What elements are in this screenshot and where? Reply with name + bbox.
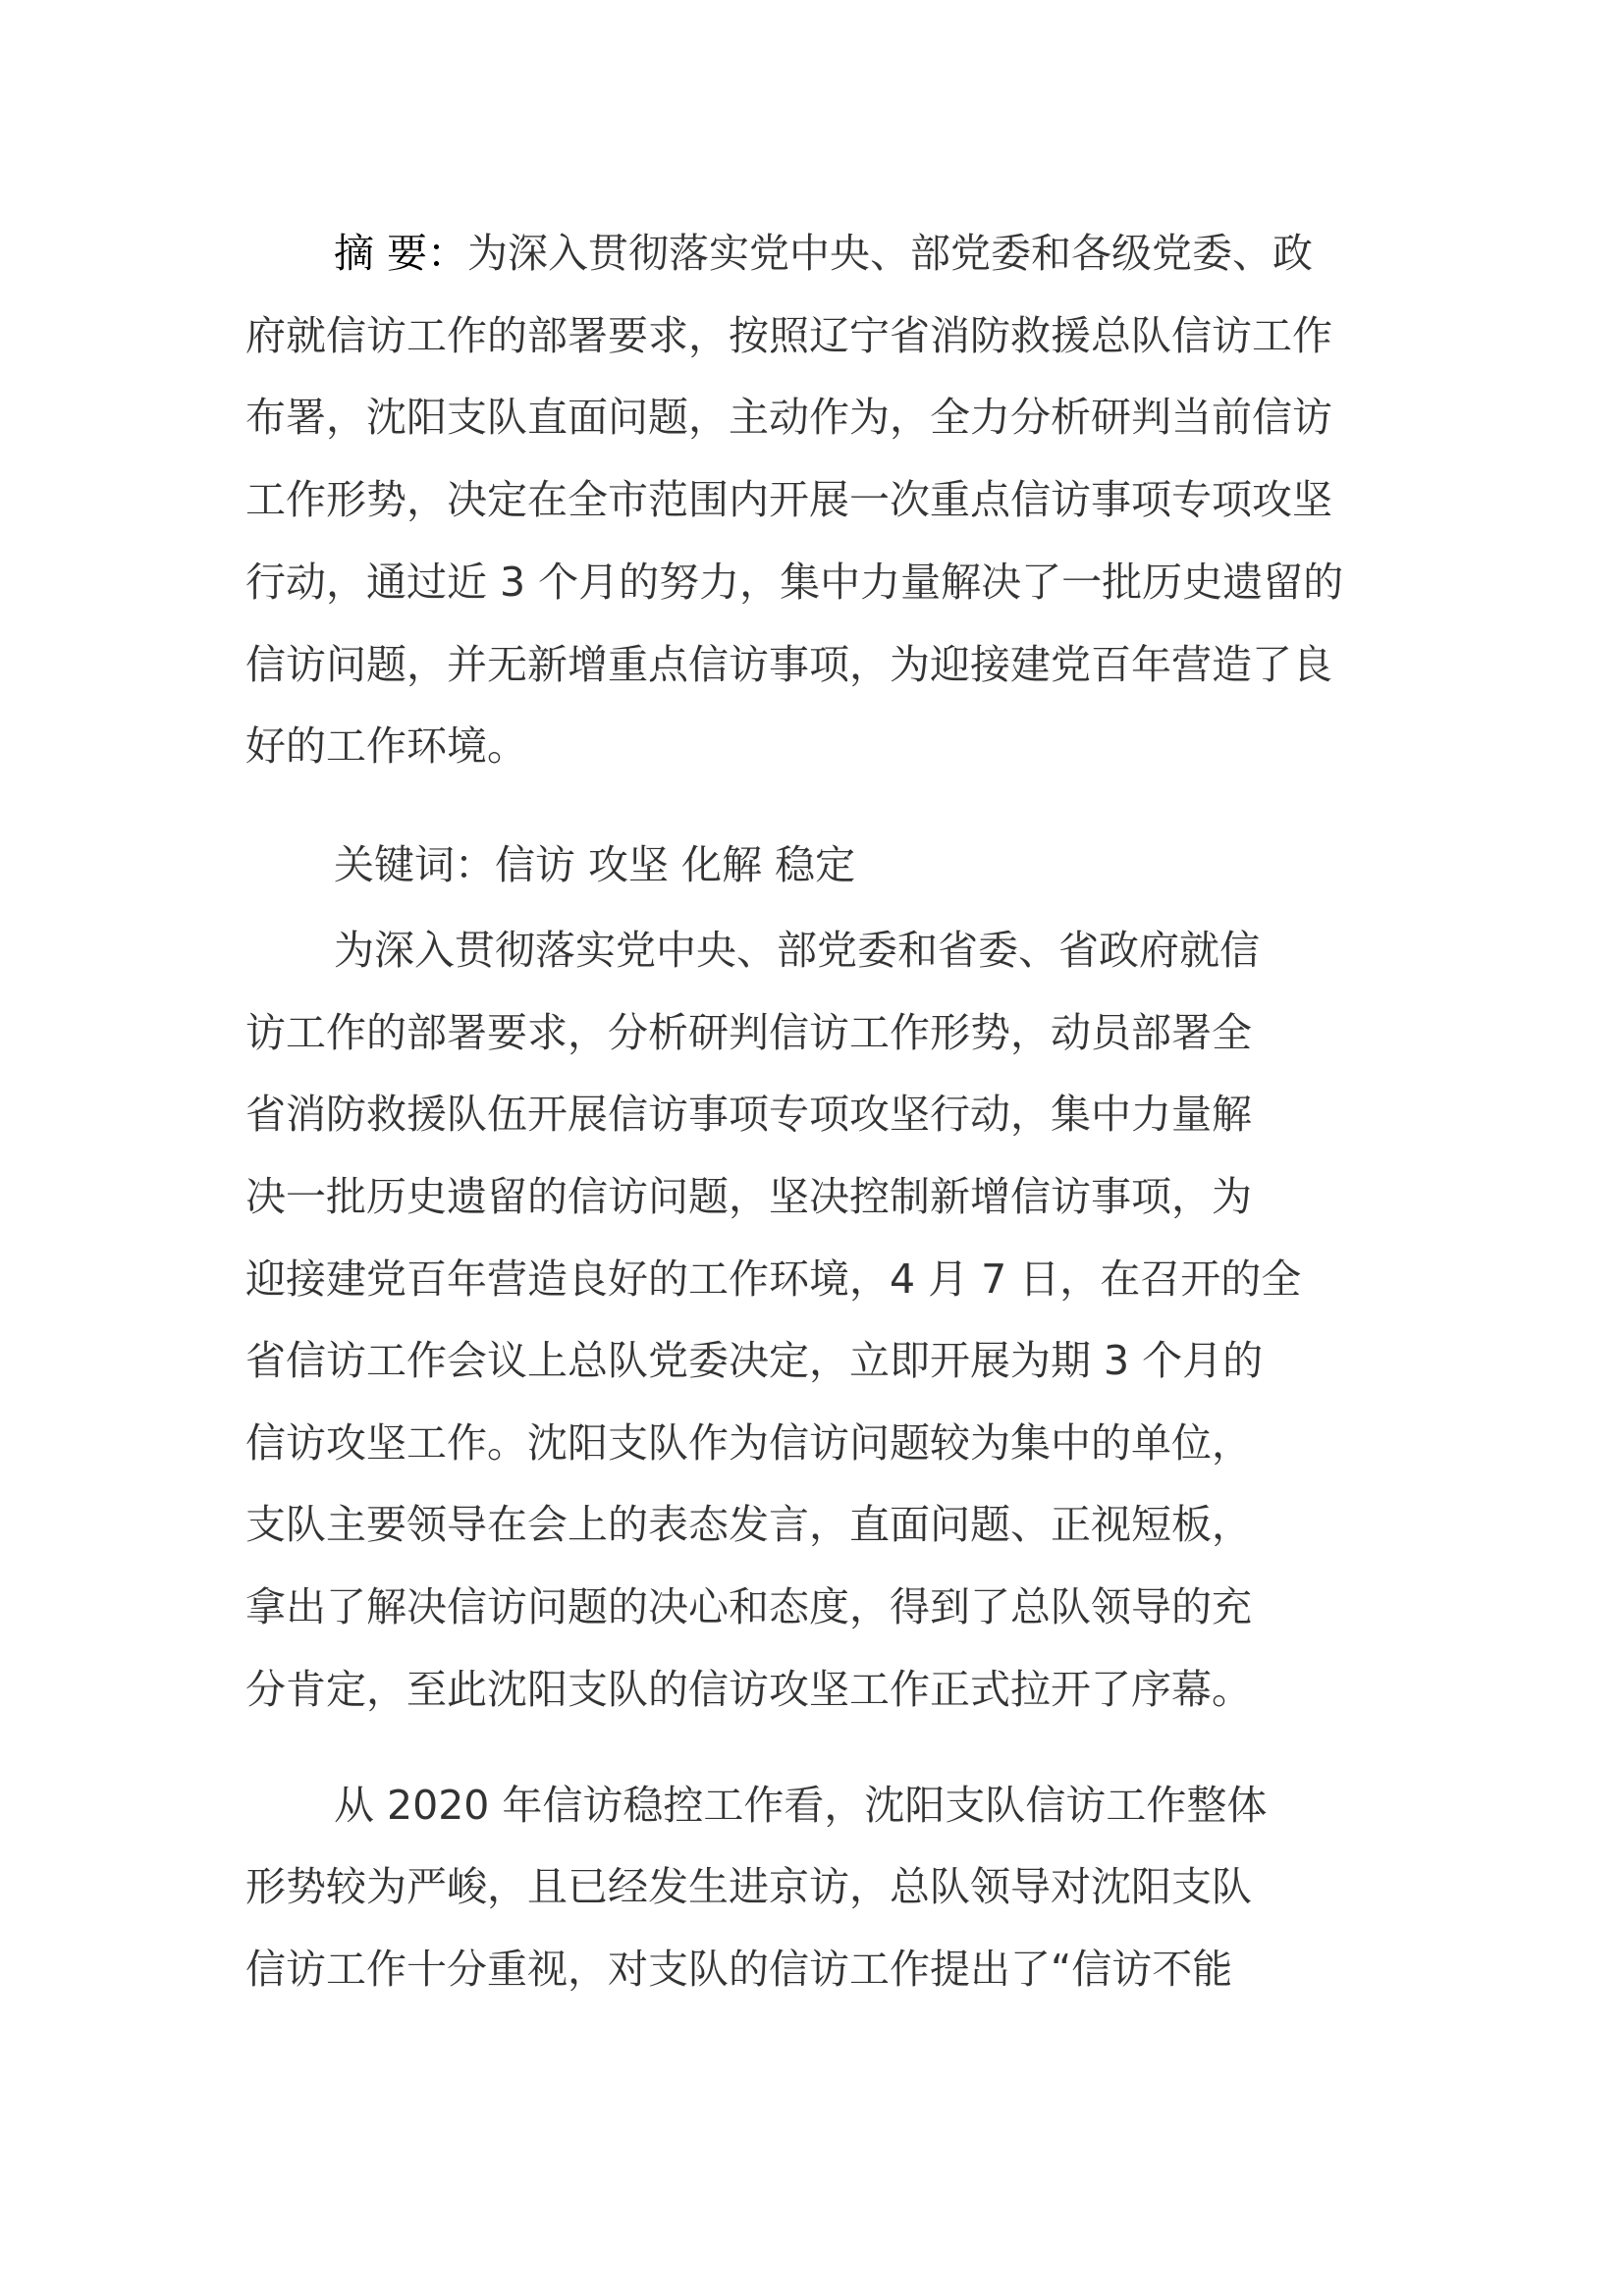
- abstract-label: 摘 要：: [334, 230, 468, 277]
- keywords-items: 信访 攻坚 化解 稳定: [495, 841, 856, 888]
- keywords-line: [334, 840, 855, 889]
- body-p1-line-4: 决一批历史遗留的信访问题，坚决控制新增信访事项，为: [245, 1173, 1252, 1220]
- body-p1-line-1: 为深入贯彻落实党中央、部党委和省委、省政府就信: [334, 927, 1260, 974]
- keywords-label: 关键词：: [334, 841, 495, 888]
- body-p1-line-2: 访工作的部署要求，分析研判信访工作形势，动员部署全: [245, 1009, 1252, 1056]
- abstract-line-2: 府就信访工作的部署要求，按照辽宁省消防救援总队信访工作: [245, 312, 1332, 359]
- body-p2-line-3: 信访工作十分重视，对支队的信访工作提出了“信访不能: [245, 1946, 1233, 1993]
- body-p2-line-2: 形势较为严峻，且已经发生进京访，总队领导对沈阳支队: [245, 1863, 1252, 1910]
- body-p1-line-5: 迎接建党百年营造良好的工作环境，4 月 7 日，在召开的全: [245, 1255, 1302, 1303]
- body-p1-line-8: 支队主要领导在会上的表态发言，直面问题、正视短板，: [245, 1501, 1252, 1548]
- abstract-line-3: 布署，沈阳支队直面问题，主动作为，全力分析研判当前信访: [245, 394, 1332, 441]
- abstract-line-5: 行动，通过近 3 个月的努力，集中力量解决了一批历史遗留的: [245, 559, 1344, 606]
- body-p1-line-3: 省消防救援队伍开展信访事项专项攻坚行动，集中力量解: [245, 1091, 1252, 1138]
- abstract-line-4: 工作形势，决定在全市范围内开展一次重点信访事项专项攻坚: [245, 476, 1332, 523]
- body-p1-line-9: 拿出了解决信访问题的决心和态度，得到了总队领导的充: [245, 1583, 1252, 1630]
- abstract-line-1: 摘 要：为深入贯彻落实党中央、部党委和各级党委、政: [334, 230, 1314, 277]
- body-p1-line-10: 分肯定，至此沈阳支队的信访攻坚工作正式拉开了序幕。: [245, 1666, 1252, 1713]
- body-p2-line-1: 从 2020 年信访稳控工作看，沈阳支队信访工作整体: [334, 1782, 1268, 1829]
- body-p1-line-7: 信访攻坚工作。沈阳支队作为信访问题较为集中的单位，: [245, 1419, 1252, 1467]
- body-p1-line-6: 省信访工作会议上总队党委决定，立即开展为期 3 个月的: [245, 1337, 1264, 1384]
- abstract-line-6: 信访问题，并无新增重点信访事项，为迎接建党百年营造了良: [245, 641, 1332, 688]
- abstract-line-7: 好的工作环境。: [245, 722, 527, 770]
